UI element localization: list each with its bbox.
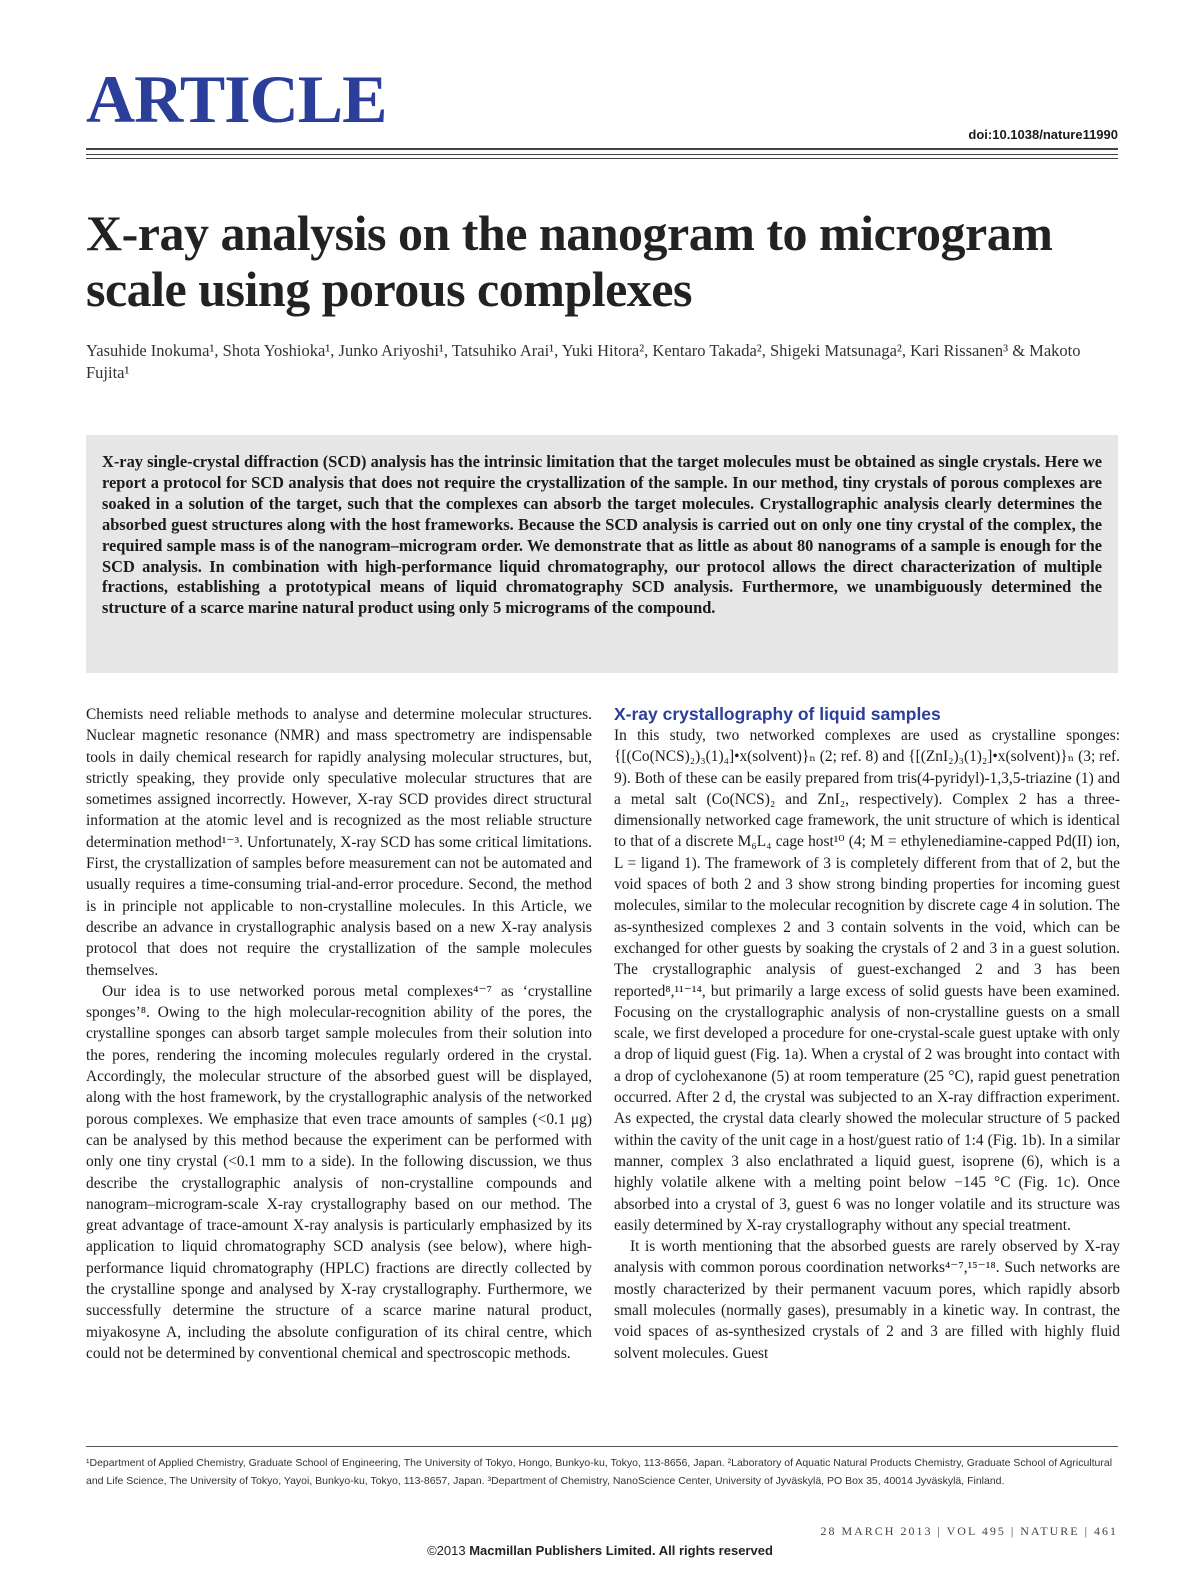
body-paragraph: Our idea is to use networked porous metal complexes⁴⁻⁷ as ‘crystalline sponges’⁸. Owing to the high molecular-recognition ability of the pores, the crystalline sponges can absorb target sample molecules from their solution into the pores, rendering the incoming molecules regularly ordered in the crystal. Accordingly, the molecular structure of the absorbed guest will be displayed, along with the host framework, by the crystallographic analysis of the networked porous complexes. We emphasize that even trace amounts of samples (<0.1 μg) can be analysed by this method because the experiment can be performed with only one tiny crystal (<0.1 mm to a side). In the following discussion, we thus describe the crystallographic analysis of non-crystalline compounds and nanogram–microgram-scale X-ray crystallography based on our method. The great advantage of trace-amount X-ray analysis is particularly emphasized by its application to liquid chromatography SCD analysis (see below), where high-performance liquid chromatography (HPLC) fractions are directly collected by the crystalline sponge and analysed by X-ray crystallography. Furthermore, we successfully determine the structure of a scarce marine natural product, miyakosyne A, including the absolute configuration of its chiral centre, which could not be determined by conventional chemical and spectroscopic methods. <box>86 982 592 1362</box>
body-paragraph: In this study, two networked complexes are used as crystalline sponges: {[(Co(NCS)₂)₃(1)₄]•x(solvent)}ₙ (2; ref. 8) and {[(ZnI₂)₃(1)₂]•x(solvent)}ₙ (3; ref. 9). Both of these can be easily prepared from tris(4-pyridyl)-1,3,5-triazine (1) and a metal salt (Co(NCS)₂ and ZnI₂, respectively). Complex 2 has a three-dimensionally networked cage framework, the unit structure of which is identical to that of a discrete M₆L₄ cage host¹⁰ (4; M = ethylenediamine-capped Pd(II) ion, L = ligand 1). The framework of 3 is completely different from that of 2, but the void spaces of both 2 and 3 show strong binding properties for incoming guest molecules, similar to the molecular recognition by discrete cage 4 in solution. The as-synthesized complexes 2 and 3 contain solvents in the void, which can be exchanged for other guests by soaking the crystals of 2 and 3 in a guest solution. The crystallographic analysis of guest-exchanged 2 and 3 has been reported⁸,¹¹⁻¹⁴, but primarily a large excess of solid guests have been examined. Focusing on the crystallographic analysis of non-crystalline guests on a small scale, we first developed a procedure for one-crystal-scale guest uptake with only a drop of liquid guest (Fig. 1a). When a crystal of 2 was brought into contact with a drop of cyclohexanone (5) at room temperature (25 °C), rapid guest penetration occurred. After 2 d, the crystal was subjected to an X-ray diffraction experiment. As expected, the crystal data clearly showed the molecular structure of 5 packed within the cavity of the unit cage in a host/guest ratio of 1:4 (Fig. 1b). In a similar manner, complex 3 also enclathrated a liquid guest, isoprene (6), which is a highly volatile alkene with a melting point below −145 °C (Fig. 1c). Once absorbed into a crystal of 3, guest 6 was no longer volatile and its structure was easily determined by X-ray crystallography without any special treatment. <box>614 727 1120 1234</box>
abstract-text: X-ray single-crystal diffraction (SCD) analysis has the intrinsic limitation that the target molecules must be obtained as single crystals. Here we report a protocol for SCD analysis that does not require the crystallization of the sample. In our method, tiny crystals of porous complexes are soaked in a solution of the target, such that the complexes can absorb the target molecules. Crystallographic analysis clearly determines the absorbed guest structures along with the host frameworks. Because the SCD analysis is carried out on only one tiny crystal of the complex, the required sample mass is of the nanogram–microgram order. We demonstrate that as little as about 80 nanograms of a sample is enough for the SCD analysis. In combination with high-performance liquid chromatography, our protocol allows the direct characterization of multiple fractions, establishing a prototypical means of liquid chromatography SCD analysis. Furthermore, we unambiguously determined the structure of a scarce marine natural product using only 5 micrograms of the compound. <box>102 452 1102 618</box>
body-column-right <box>614 704 1120 1364</box>
header-rule <box>86 158 1118 159</box>
page-folio: 28 MARCH 2013 | VOL 495 | NATURE | 461 <box>820 1524 1118 1538</box>
header-rule <box>86 148 1118 150</box>
section-label: ARTICLE <box>86 61 387 137</box>
section-heading: X-ray crystallography of liquid samples <box>614 704 941 724</box>
header-rule <box>86 154 1118 155</box>
affiliations-footnote: ¹Department of Applied Chemistry, Graduate School of Engineering, The University of Tokyo, Hongo, Bunkyo-ku, Tokyo, 113-8656, Japan. ²Laboratory of Aquatic Natural Products Chemistry, Graduate School of Agricultural and Life Science, The University of Tokyo, Yayoi, Bunkyo-ku, Tokyo, 113-8657, Japan. ³Department of Chemistry, NanoScience Center, University of Jyväskylä, PO Box 35, 40014 Jyväskylä, Finland. <box>86 1457 1113 1487</box>
article-title: X-ray analysis on the nanogram to microgram scale using porous complexes <box>86 205 1053 317</box>
author-list: Yasuhide Inokuma¹, Shota Yoshioka¹, Junko Ariyoshi¹, Tatsuhiko Arai¹, Yuki Hitora², Kentaro Takada², Shigeki Matsunaga², Kari Rissanen³ & Makoto Fujita¹ <box>86 341 1081 382</box>
copyright-year: ©2013 <box>427 1543 466 1558</box>
abstract-box <box>86 435 1118 673</box>
body-paragraph: Chemists need reliable methods to analyse and determine molecular structures. Nuclear magnetic resonance (NMR) and mass spectrometry are indispensable tools in daily chemical research for rapidly analysing molecular structures, but, strictly speaking, they provide only speculative molecular structures that are sometimes assigned incorrectly. However, X-ray SCD provides direct structural information at the atomic level and is recognized as the most reliable structure determination method¹⁻³. Unfortunately, X-ray SCD has some critical limitations. First, the crystallization of samples before measurement can not be automated and usually requires a time-consuming trial-and-error procedure. Second, the method is in principle not applicable to non-crystalline molecules. In this Article, we describe an advance in crystallographic analysis based on a new X-ray analysis protocol that does not require the crystallization of the sample molecules themselves. <box>86 706 593 979</box>
copyright-text: Macmillan Publishers Limited. All rights reserved <box>469 1543 773 1558</box>
copyright-line <box>0 1543 1200 1558</box>
body-paragraph: It is worth mentioning that the absorbed guests are rarely observed by X-ray analysis with common porous coordination networks⁴⁻⁷,¹⁵⁻¹⁸. Such networks are mostly characterized by their permanent vacuum pores, which rapidly absorb small molecules (normally gases), presumably in a kinetic way. In contrast, the void spaces of as-synthesized crystals of 2 and 3 are filled with highly fluid solvent molecules. Guest <box>614 1238 1120 1362</box>
doi-link[interactable]: doi:10.1038/nature11990 <box>968 127 1118 142</box>
body-column-left <box>86 704 592 1364</box>
footnote-rule <box>86 1446 1118 1447</box>
